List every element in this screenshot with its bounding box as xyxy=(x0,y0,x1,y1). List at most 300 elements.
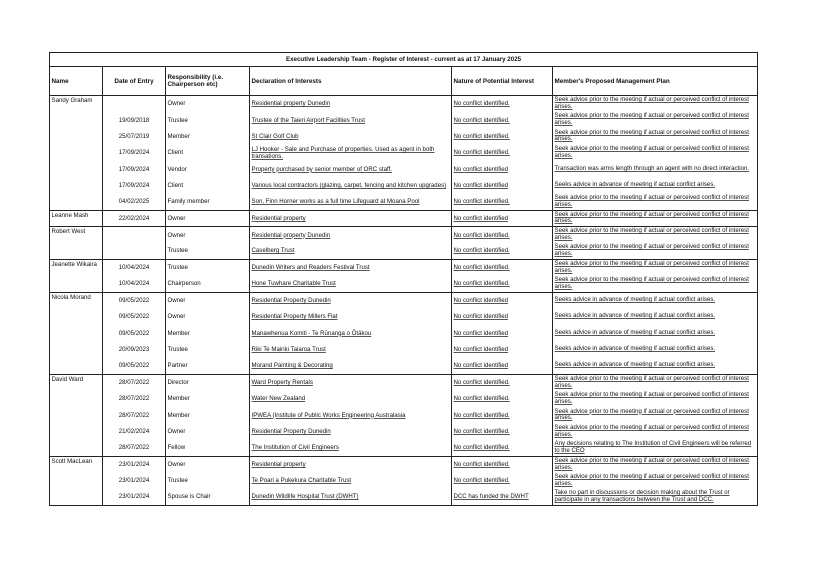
table-row xyxy=(50,112,758,128)
management-plan-cell xyxy=(553,96,758,112)
table-row xyxy=(50,210,758,226)
entry-date-cell xyxy=(103,391,166,407)
management-plan-cell xyxy=(553,227,758,243)
management-plan-cell xyxy=(553,194,758,210)
entry-date-cell xyxy=(103,194,166,210)
responsibility-cell xyxy=(166,341,250,357)
declaration-cell xyxy=(250,423,452,439)
entry-date: 17/09/2024 xyxy=(118,182,150,190)
responsibility-cell xyxy=(166,292,250,308)
entry-date: 23/01/2024 xyxy=(118,477,150,485)
member-name-cell xyxy=(50,161,103,177)
responsibility-cell xyxy=(166,456,250,472)
responsibility-cell xyxy=(166,391,250,407)
management-plan-cell xyxy=(553,177,758,193)
declaration-cell xyxy=(250,489,452,505)
potential-interest-cell xyxy=(452,423,553,439)
declaration-cell xyxy=(250,112,452,128)
entry-date-cell xyxy=(103,292,166,308)
member-name-cell xyxy=(50,407,103,423)
potential-interest: No conflict identified xyxy=(453,313,509,321)
responsibility: Partner xyxy=(167,362,188,370)
responsibility: Chairperson xyxy=(167,280,201,288)
responsibility-cell xyxy=(166,309,250,325)
responsibility-cell xyxy=(166,243,250,259)
responsibility-cell xyxy=(166,161,250,177)
management-plan: Seek advice prior to the meeting if actual or perceived conflict of interest arises. xyxy=(554,194,749,208)
column-header-name: Name xyxy=(50,67,103,96)
responsibility: Member xyxy=(167,395,190,403)
potential-interest-cell xyxy=(452,210,553,226)
declaration-cell xyxy=(250,161,452,177)
responsibility-cell xyxy=(166,472,250,488)
potential-interest-cell xyxy=(452,472,553,488)
table-row xyxy=(50,456,758,472)
management-plan-cell xyxy=(553,276,758,292)
declaration: Son, Finn Horner works as a full time Lifeguard at Moana Pool xyxy=(251,198,420,206)
potential-interest: No conflict identified xyxy=(453,182,509,190)
table-row xyxy=(50,96,758,112)
declaration-cell xyxy=(250,309,452,325)
declaration: Residential Property Millers Flat xyxy=(251,313,338,321)
management-plan-cell xyxy=(553,112,758,128)
management-plan-cell xyxy=(553,391,758,407)
declaration: Dunedin Wildlife Hospital Trust (DWHT) xyxy=(251,493,359,501)
member-name-cell xyxy=(50,325,103,341)
declaration-cell xyxy=(250,96,452,112)
management-plan: Seek advice prior to the meeting if actual or perceived conflict of interest arises. xyxy=(554,243,749,257)
table-row xyxy=(50,423,758,439)
management-plan-cell xyxy=(553,128,758,144)
responsibility: Fellow xyxy=(167,444,186,452)
responsibility: Vendor xyxy=(167,165,187,173)
potential-interest-cell xyxy=(452,374,553,390)
member-name: David Ward xyxy=(51,375,84,383)
potential-interest: No conflict identified. xyxy=(453,264,510,272)
entry-date-cell xyxy=(103,325,166,341)
member-name: Leanne Mash xyxy=(51,211,89,219)
management-plan-cell xyxy=(553,341,758,357)
table-row xyxy=(50,407,758,423)
table-row xyxy=(50,145,758,161)
management-plan: Seek advice prior to the meeting if actual or perceived conflict of interest arises. xyxy=(554,96,749,110)
entry-date: 28/07/2022 xyxy=(118,395,150,403)
responsibility: Client xyxy=(167,149,184,157)
entry-date: 17/09/2024 xyxy=(118,165,150,173)
potential-interest: No conflict identified. xyxy=(453,280,510,288)
column-header-nature: Nature of Potential Interest xyxy=(452,67,553,96)
potential-interest: No conflict identified. xyxy=(453,379,510,387)
responsibility-cell xyxy=(166,259,250,275)
entry-date: 25/07/2019 xyxy=(118,132,150,140)
column-header-declaration: Declaration of Interests xyxy=(250,67,452,96)
responsibility: Trustee xyxy=(167,346,188,354)
declaration: Caselberg Trust xyxy=(251,247,295,255)
table-row xyxy=(50,194,758,210)
responsibility: Owner xyxy=(167,428,186,435)
entry-date: 09/05/2022 xyxy=(118,362,150,370)
member-name-cell xyxy=(50,292,103,308)
entry-date-cell xyxy=(103,472,166,488)
declaration: IPWEA (Institute of Public Works Engineering Australasia xyxy=(251,411,406,419)
table-row xyxy=(50,227,758,243)
table-row xyxy=(50,161,758,177)
responsibility-cell xyxy=(166,325,250,341)
management-plan: Take no part in discussions or decision making about the Trust or participate in any transactions between the Trust and DCC. xyxy=(554,489,730,503)
responsibility-cell xyxy=(166,440,250,456)
register-of-interest-table xyxy=(49,52,758,506)
declaration-cell xyxy=(250,341,452,357)
declaration-cell xyxy=(250,128,452,144)
responsibility-cell xyxy=(166,276,250,292)
responsibility-cell xyxy=(166,145,250,161)
declaration: Residential property Dunedin xyxy=(251,100,331,108)
declaration-cell xyxy=(250,210,452,226)
declaration-cell xyxy=(250,194,452,210)
management-plan-cell xyxy=(553,243,758,259)
responsibility: Owner xyxy=(167,297,186,305)
potential-interest: No conflict identified. xyxy=(453,132,510,140)
entry-date-cell xyxy=(103,440,166,456)
declaration: LJ Hooker - Sale and Purchase of properties. Used as agent in both transations. xyxy=(251,145,435,160)
member-name: Nicola Morand xyxy=(51,293,91,301)
declaration: Te Poari a Pukekura Charitable Trust xyxy=(251,477,352,485)
table-row xyxy=(50,309,758,325)
declaration: Residential property xyxy=(251,214,306,222)
management-plan-cell xyxy=(553,259,758,275)
potential-interest-cell xyxy=(452,292,553,308)
table-row xyxy=(50,440,758,456)
responsibility-cell xyxy=(166,227,250,243)
table-row xyxy=(50,374,758,390)
declaration: Dunedin Writers and Readers Festival Trust xyxy=(251,264,370,272)
entry-date: 22/02/2024 xyxy=(118,214,150,222)
entry-date: 04/02/2025 xyxy=(118,198,150,206)
potential-interest-cell xyxy=(452,96,553,112)
entry-date-cell xyxy=(103,374,166,390)
member-name-cell xyxy=(50,341,103,357)
potential-interest: No conflict identified xyxy=(453,346,509,354)
entry-date-cell xyxy=(103,276,166,292)
entry-date: 09/05/2022 xyxy=(118,297,150,305)
management-plan: Seek advice prior to the meeting if actual or perceived conflict of interest arises. xyxy=(554,128,749,143)
potential-interest-cell xyxy=(452,161,553,177)
management-plan: Seek advice prior to the meeting if actual or perceived conflict of interest arises. xyxy=(554,391,749,405)
management-plan-cell xyxy=(553,309,758,325)
entry-date: 28/07/2022 xyxy=(118,444,150,452)
potential-interest: DCC has funded the DWHT xyxy=(453,493,529,501)
entry-date: 28/07/2022 xyxy=(118,379,150,387)
potential-interest-cell xyxy=(452,177,553,193)
potential-interest: No conflict identified xyxy=(453,329,509,337)
responsibility: Trustee xyxy=(167,264,188,272)
entry-date-cell xyxy=(103,243,166,259)
management-plan: Seeks advice in advance of meeting if actual conflict arises. xyxy=(554,328,716,336)
management-plan-cell xyxy=(553,472,758,488)
declaration-cell xyxy=(250,440,452,456)
potential-interest: No conflict identified. xyxy=(453,444,510,452)
potential-interest: No conflict identified. xyxy=(453,247,510,255)
member-name-cell xyxy=(50,177,103,193)
management-plan-cell xyxy=(553,423,758,439)
member-name-cell xyxy=(50,210,103,226)
potential-interest: No conflict identified. xyxy=(453,231,510,239)
member-name-cell xyxy=(50,227,103,243)
member-name-cell xyxy=(50,391,103,407)
entry-date: 20/09/2023 xyxy=(118,346,150,354)
management-plan: Seek advice prior to the meeting if actual or perceived conflict of interest arises. xyxy=(554,407,749,422)
declaration: Water New Zealand xyxy=(251,395,306,403)
potential-interest-cell xyxy=(452,358,553,374)
member-name-cell xyxy=(50,472,103,488)
entry-date-cell xyxy=(103,358,166,374)
responsibility: Trustee xyxy=(167,116,188,124)
member-name-cell xyxy=(50,194,103,210)
management-plan: Seeks advice in advance of meeting if actual conflict arises. xyxy=(554,312,716,320)
management-plan: Seeks advice in advance of meeting if actual conflict arises. xyxy=(554,181,716,189)
member-name-cell xyxy=(50,128,103,144)
entry-date-cell xyxy=(103,128,166,144)
entry-date: 09/05/2022 xyxy=(118,329,150,337)
declaration: Residential Property Dunedin xyxy=(251,428,331,435)
entry-date: 19/09/2018 xyxy=(118,116,150,124)
potential-interest-cell xyxy=(452,391,553,407)
member-name-cell xyxy=(50,276,103,292)
declaration-cell xyxy=(250,243,452,259)
declaration-cell xyxy=(250,391,452,407)
management-plan: Seeks advice in advance of meeting if actual conflict arises. xyxy=(554,361,716,369)
management-plan: Seek advice prior to the meeting if actual or perceived conflict of interest arises. xyxy=(554,210,749,225)
management-plan: Seeks advice in advance of meeting if actual conflict arises. xyxy=(554,296,716,304)
responsibility-cell xyxy=(166,128,250,144)
declaration-cell xyxy=(250,276,452,292)
potential-interest-cell xyxy=(452,407,553,423)
member-name-cell xyxy=(50,374,103,390)
table-row xyxy=(50,358,758,374)
potential-interest-cell xyxy=(452,194,553,210)
table-row xyxy=(50,276,758,292)
declaration: Residential property xyxy=(251,461,306,469)
responsibility-cell xyxy=(166,96,250,112)
potential-interest-cell xyxy=(452,259,553,275)
column-header-date: Date of Entry xyxy=(103,67,166,96)
management-plan-cell xyxy=(553,325,758,341)
entry-date-cell xyxy=(103,161,166,177)
management-plan-cell xyxy=(553,407,758,423)
declaration-cell xyxy=(250,292,452,308)
declaration-cell xyxy=(250,177,452,193)
declaration: Residential Property Dunedin xyxy=(251,297,331,305)
declaration-cell xyxy=(250,358,452,374)
potential-interest-cell xyxy=(452,489,553,505)
member-name: Jeanette Wikaira xyxy=(51,260,97,268)
declaration-cell xyxy=(250,145,452,161)
potential-interest: No conflict identified. xyxy=(453,461,510,469)
management-plan: Seek advice prior to the meeting if actual or perceived conflict of interest arises. xyxy=(554,473,749,487)
responsibility: Owner xyxy=(167,461,186,469)
management-plan-cell xyxy=(553,456,758,472)
management-plan: Seek advice prior to the meeting if actual or perceived conflict of interest arises. xyxy=(554,456,749,471)
potential-interest-cell xyxy=(452,341,553,357)
responsibility: Member xyxy=(167,411,190,419)
table-row xyxy=(50,325,758,341)
potential-interest-cell xyxy=(452,309,553,325)
entry-date: 10/04/2024 xyxy=(118,264,150,272)
member-name: Scott MacLean xyxy=(51,457,93,465)
management-plan-cell xyxy=(553,292,758,308)
entry-date-cell xyxy=(103,423,166,439)
declaration-cell xyxy=(250,227,452,243)
header-row xyxy=(50,67,758,96)
management-plan-cell xyxy=(553,489,758,505)
declaration-cell xyxy=(250,407,452,423)
declaration: The Institution of Civil Engineers xyxy=(251,444,339,452)
entry-date: 28/07/2022 xyxy=(118,411,150,419)
declaration: Hone Tuwhare Charitable Trust xyxy=(251,280,336,288)
management-plan: Seek advice prior to the meeting if actual or perceived conflict of interest arises. xyxy=(554,145,749,159)
entry-date: 09/05/2022 xyxy=(118,313,150,321)
management-plan: Seek advice prior to the meeting if actual or perceived conflict of interest arises. xyxy=(554,227,749,242)
declaration-cell xyxy=(250,472,452,488)
entry-date-cell xyxy=(103,489,166,505)
responsibility-cell xyxy=(166,177,250,193)
responsibility: Owner xyxy=(167,313,186,321)
potential-interest: No conflict identified. xyxy=(453,395,510,403)
responsibility: Member xyxy=(167,132,190,140)
potential-interest: No conflict identified xyxy=(453,165,509,173)
member-name: Sandy Graham xyxy=(51,97,93,104)
management-plan-cell xyxy=(553,440,758,456)
member-name-cell xyxy=(50,96,103,112)
management-plan: Seek advice prior to the meeting if actual or perceived conflict of interest arises. xyxy=(554,276,749,290)
potential-interest: No conflict identified. xyxy=(453,198,510,206)
entry-date-cell xyxy=(103,407,166,423)
table-row xyxy=(50,128,758,144)
potential-interest: No conflict identified xyxy=(453,214,509,222)
responsibility-cell xyxy=(166,374,250,390)
member-name: Robert West xyxy=(51,228,86,236)
member-name-cell xyxy=(50,358,103,374)
potential-interest-cell xyxy=(452,456,553,472)
responsibility: Owner xyxy=(167,231,186,239)
responsibility-cell xyxy=(166,210,250,226)
management-plan-cell xyxy=(553,210,758,226)
table-row xyxy=(50,489,758,505)
member-name-cell xyxy=(50,112,103,128)
table-row xyxy=(50,391,758,407)
entry-date: 21/02/2024 xyxy=(118,428,150,435)
responsibility-cell xyxy=(166,407,250,423)
table-row xyxy=(50,292,758,308)
management-plan: Seeks advice in advance of meeting if actual conflict arises. xyxy=(554,345,716,353)
declaration: St Clair Golf Club xyxy=(251,132,299,140)
management-plan-cell xyxy=(553,161,758,177)
management-plan-cell xyxy=(553,145,758,161)
potential-interest-cell xyxy=(452,325,553,341)
declaration: Property purchased by senior member of ORC staff. xyxy=(251,165,392,173)
responsibility: Director xyxy=(167,379,189,387)
responsibility: Family member xyxy=(167,198,210,206)
responsibility: Trustee xyxy=(167,247,188,255)
table-row xyxy=(50,472,758,488)
potential-interest: No conflict identified. xyxy=(453,100,510,108)
responsibility-cell xyxy=(166,112,250,128)
member-name-cell xyxy=(50,423,103,439)
potential-interest: No conflict identified xyxy=(453,362,509,370)
potential-interest-cell xyxy=(452,128,553,144)
member-name-cell xyxy=(50,309,103,325)
potential-interest-cell xyxy=(452,145,553,161)
member-name-cell xyxy=(50,440,103,456)
management-plan: Transaction was arms length through an agent with no direct interaction. xyxy=(554,164,750,172)
potential-interest-cell xyxy=(452,112,553,128)
entry-date-cell xyxy=(103,145,166,161)
responsibility-cell xyxy=(166,489,250,505)
entry-date: 23/01/2024 xyxy=(118,493,150,501)
table-row xyxy=(50,243,758,259)
entry-date: 10/04/2024 xyxy=(118,280,150,288)
management-plan-cell xyxy=(553,358,758,374)
table-row xyxy=(50,341,758,357)
entry-date: 17/09/2024 xyxy=(118,149,150,157)
potential-interest: No conflict identified. xyxy=(453,477,510,485)
entry-date-cell xyxy=(103,259,166,275)
member-name-cell xyxy=(50,259,103,275)
declaration-cell xyxy=(250,374,452,390)
potential-interest-cell xyxy=(452,440,553,456)
entry-date-cell xyxy=(103,227,166,243)
responsibility: Spouse is Chair xyxy=(167,493,211,501)
management-plan-cell xyxy=(553,374,758,390)
potential-interest: No conflict identified xyxy=(453,297,509,305)
entry-date-cell xyxy=(103,112,166,128)
responsibility: Client xyxy=(167,182,184,190)
management-plan: Seek advice prior to the meeting if actual or perceived conflict of interest arises. xyxy=(554,374,749,389)
entry-date-cell xyxy=(103,177,166,193)
responsibility: Trustee xyxy=(167,477,188,485)
declaration-cell xyxy=(250,325,452,341)
declaration: Manawhenua Komiti - Te Rūnanga o Ōtākou xyxy=(251,329,372,337)
declaration: Residential property Dunedin xyxy=(251,231,331,239)
entry-date-cell xyxy=(103,210,166,226)
potential-interest-cell xyxy=(452,243,553,259)
member-name-cell xyxy=(50,243,103,259)
declaration: Ward Property Rentals xyxy=(251,379,313,387)
management-plan: Any decisions relating to The Institution of Civil Engineers will be referred to the CEO xyxy=(554,440,752,454)
member-name-cell xyxy=(50,145,103,161)
declaration: Various local contractors (glazing, carpet, fencing and kitchen upgrades) xyxy=(251,182,447,190)
declaration: Riki Te Mairiki Taiaroa Trust xyxy=(251,346,326,354)
declaration: Morand Painting & Decorating xyxy=(251,362,333,370)
responsibility: Member xyxy=(167,329,190,337)
register-title: Executive Leadership Team - Register of Interest - current as at 17 January 2025 xyxy=(50,53,758,67)
column-header-plan: Member's Proposed Management Plan xyxy=(553,67,758,96)
responsibility: Owner xyxy=(167,214,186,222)
entry-date-cell xyxy=(103,456,166,472)
member-name-cell xyxy=(50,456,103,472)
table-row xyxy=(50,177,758,193)
entry-date-cell xyxy=(103,96,166,112)
responsibility-cell xyxy=(166,423,250,439)
entry-date-cell xyxy=(103,341,166,357)
declaration-cell xyxy=(250,456,452,472)
potential-interest-cell xyxy=(452,227,553,243)
member-name-cell xyxy=(50,489,103,505)
declaration-cell xyxy=(250,259,452,275)
potential-interest: No conflict identified. xyxy=(453,116,510,124)
management-plan: Seek advice prior to the meeting if actual or perceived conflict of interest arises. xyxy=(554,112,749,127)
column-header-responsibility: Responsibility (i.e. Chairperson etc) xyxy=(166,67,250,96)
